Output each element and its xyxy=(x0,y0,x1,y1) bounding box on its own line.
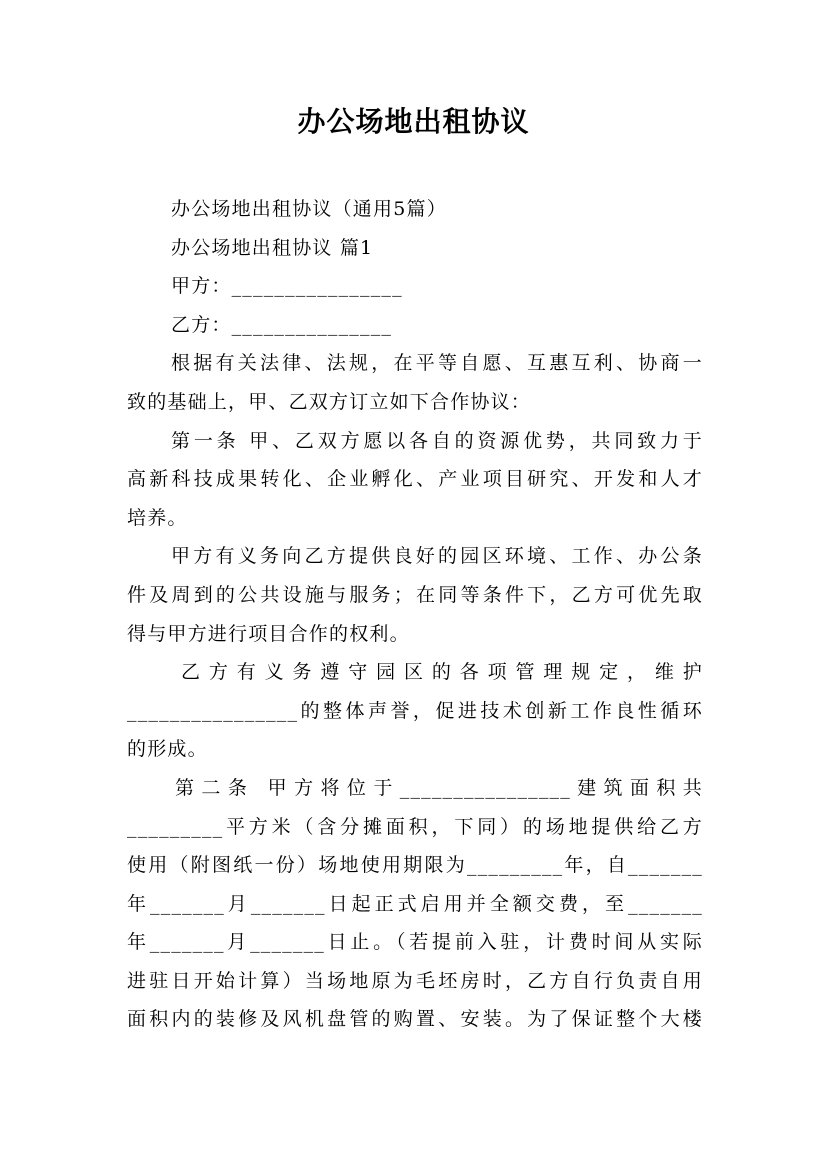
text-line: 甲方有义务向乙方提供良好的园区环境、工作、办公条 xyxy=(171,545,703,568)
party-a-line: 甲方：________________ xyxy=(171,275,403,298)
text-line: 高新科技成果转化、企业孵化、产业项目研究、开发和人才 xyxy=(127,468,703,491)
party-b-line: 乙方：_______________ xyxy=(171,313,393,336)
text-line: _________平方米（含分摊面积，下同）的场地提供给乙方 xyxy=(127,815,703,838)
text-line: 使用（附图纸一份）场地使用期限为_________年，自_______ xyxy=(127,854,703,877)
text-line: 年_______月_______日起正式启用并全额交费，至_______ xyxy=(127,892,703,915)
text-line: 得与甲方进行项目合作的权利。 xyxy=(127,622,410,645)
text-line: 乙方有义务遵守园区的各项管理规定，维护 xyxy=(181,661,703,684)
article-1-line: 第一条 甲、乙双方愿以各自的资源优势，共同致力于 xyxy=(171,429,703,452)
article-2-line: 第二条 甲方将位于________________建筑面积共 xyxy=(175,776,703,799)
text-line: 办公场地出租协议（通用5篇） xyxy=(171,198,447,220)
text-line: 致的基础上，甲、乙双方订立如下合作协议： xyxy=(127,390,532,413)
text-line: ________________的整体声誉，促进技术创新工作良性循环 xyxy=(127,699,703,722)
text-line: 进驻日开始计算）当场地原为毛坯房时，乙方自行负责自用 xyxy=(127,969,703,992)
text-line: 年_______月_______日止。（若提前入驻，计费时间从实际 xyxy=(127,931,703,954)
text-line: 面积内的装修及风机盘管的购置、安装。为了保证整个大楼 xyxy=(127,1008,703,1031)
document-title: 办公场地出租协议 xyxy=(297,105,530,138)
text-line: 办公场地出租协议 篇1 xyxy=(171,236,374,259)
text-line: 根据有关法律、法规，在平等自愿、互惠互利、协商一 xyxy=(171,352,703,375)
text-line: 的形成。 xyxy=(127,738,208,761)
text-line: 培养。 xyxy=(127,506,188,529)
text-line: 件及周到的公共设施与服务；在同等条件下，乙方可优先取 xyxy=(127,583,703,606)
document-body xyxy=(127,190,703,1039)
